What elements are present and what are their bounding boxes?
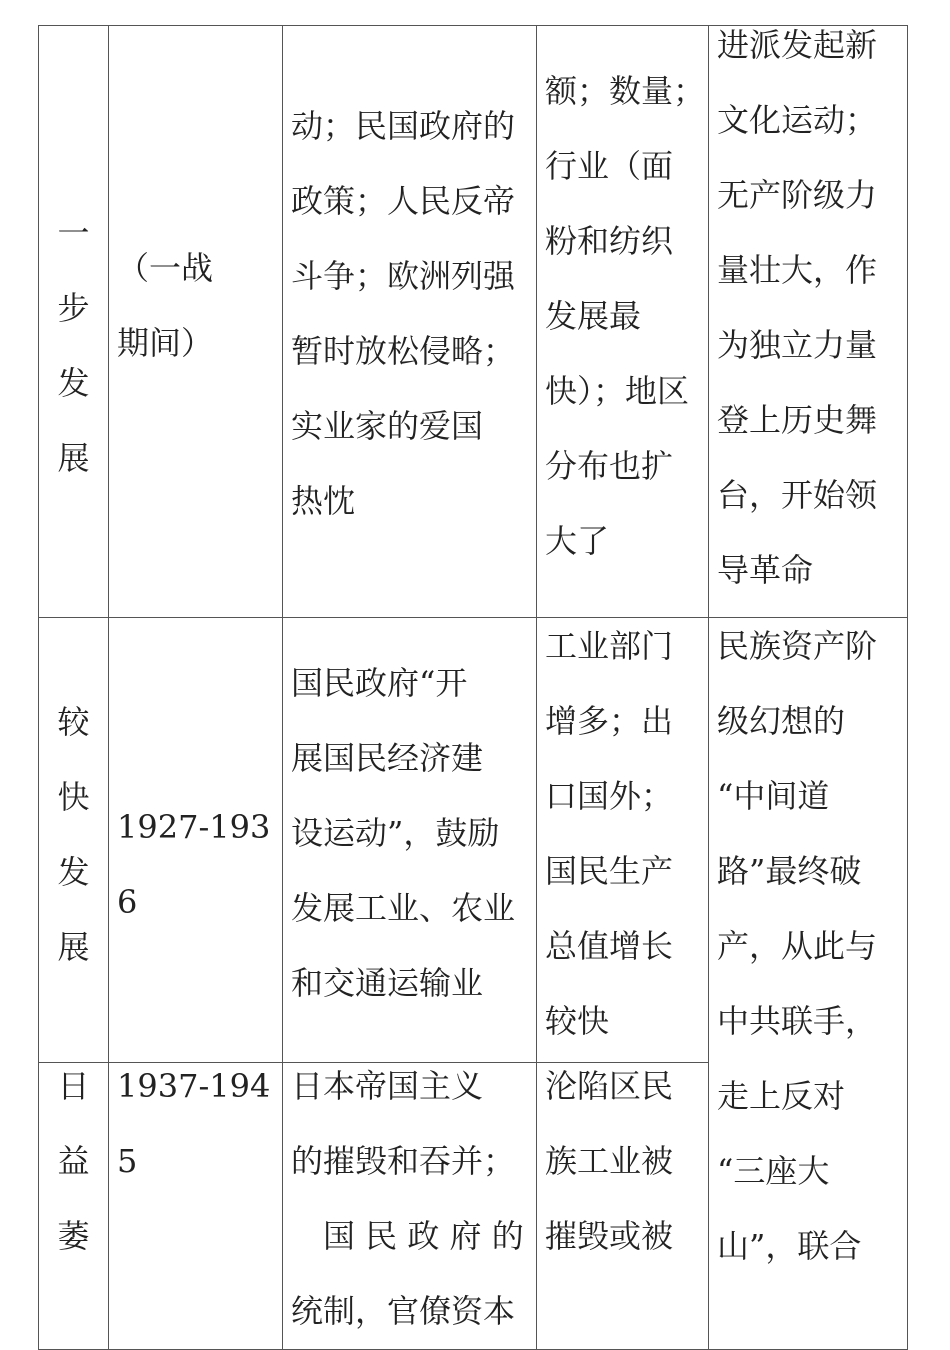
period-cell <box>109 1063 283 1350</box>
reasons-cell <box>283 26 537 618</box>
politics-cell <box>709 618 908 1350</box>
history-table <box>38 25 908 1350</box>
reasons-cell <box>283 1063 537 1350</box>
performance-cell <box>537 26 709 618</box>
performance-text: 额；数量； 行业（面 粉和纺织 发展最 快）；地区 分布也扩 大了 <box>545 72 706 560</box>
reasons-text: 动；民国政府的 政策；人民反帝 斗争；欧洲列强 暂时放松侵略； 实业家的爱国 热忱 <box>291 107 516 520</box>
table-row <box>39 26 908 618</box>
politics-cell <box>709 26 908 618</box>
stage-text: 一 步 发 展 <box>57 214 90 477</box>
period-cell <box>109 26 283 618</box>
period-cell <box>109 618 283 1063</box>
politics-text: 进派发起新 文化运动； 无产阶级力 量壮大，作 为独立力量 登上历史舞 台，开始领 导革命 <box>717 26 878 589</box>
period-text: 1937-1945 <box>117 1067 271 1180</box>
performance-text: 沦陷区民 族工业被 摧毁或被 <box>545 1067 674 1255</box>
period-text: 1927-1936 <box>117 808 271 921</box>
stage-cell <box>39 1063 109 1350</box>
stage-cell <box>39 26 109 618</box>
reasons-text: 日本帝国主义 的摧毁和吞并； 国 民 政 府 的 统制，官僚资本 <box>291 1067 524 1330</box>
performance-cell <box>537 618 709 1063</box>
politics-text: 民族资产阶 级幻想的 “中间道 路”最终破 产，从此与 中共联手， 走上反对 “三座大 山”，联合 <box>717 627 878 1265</box>
reasons-text: 国民政府“开 展国民经济建 设运动”，鼓励 发展工业、农业 和交通运输业 <box>291 664 516 1002</box>
table-row <box>39 618 908 1063</box>
period-text: （一战 期间） <box>117 249 214 362</box>
performance-cell <box>537 1063 709 1350</box>
stage-cell <box>39 618 109 1063</box>
reasons-cell <box>283 618 537 1063</box>
stage-text: 日 益 萎 <box>57 1067 90 1255</box>
performance-text: 工业部门 增多；出 口国外； 国民生产 总值增长 较快 <box>545 627 674 1040</box>
stage-text: 较 快 发 展 <box>57 703 90 966</box>
